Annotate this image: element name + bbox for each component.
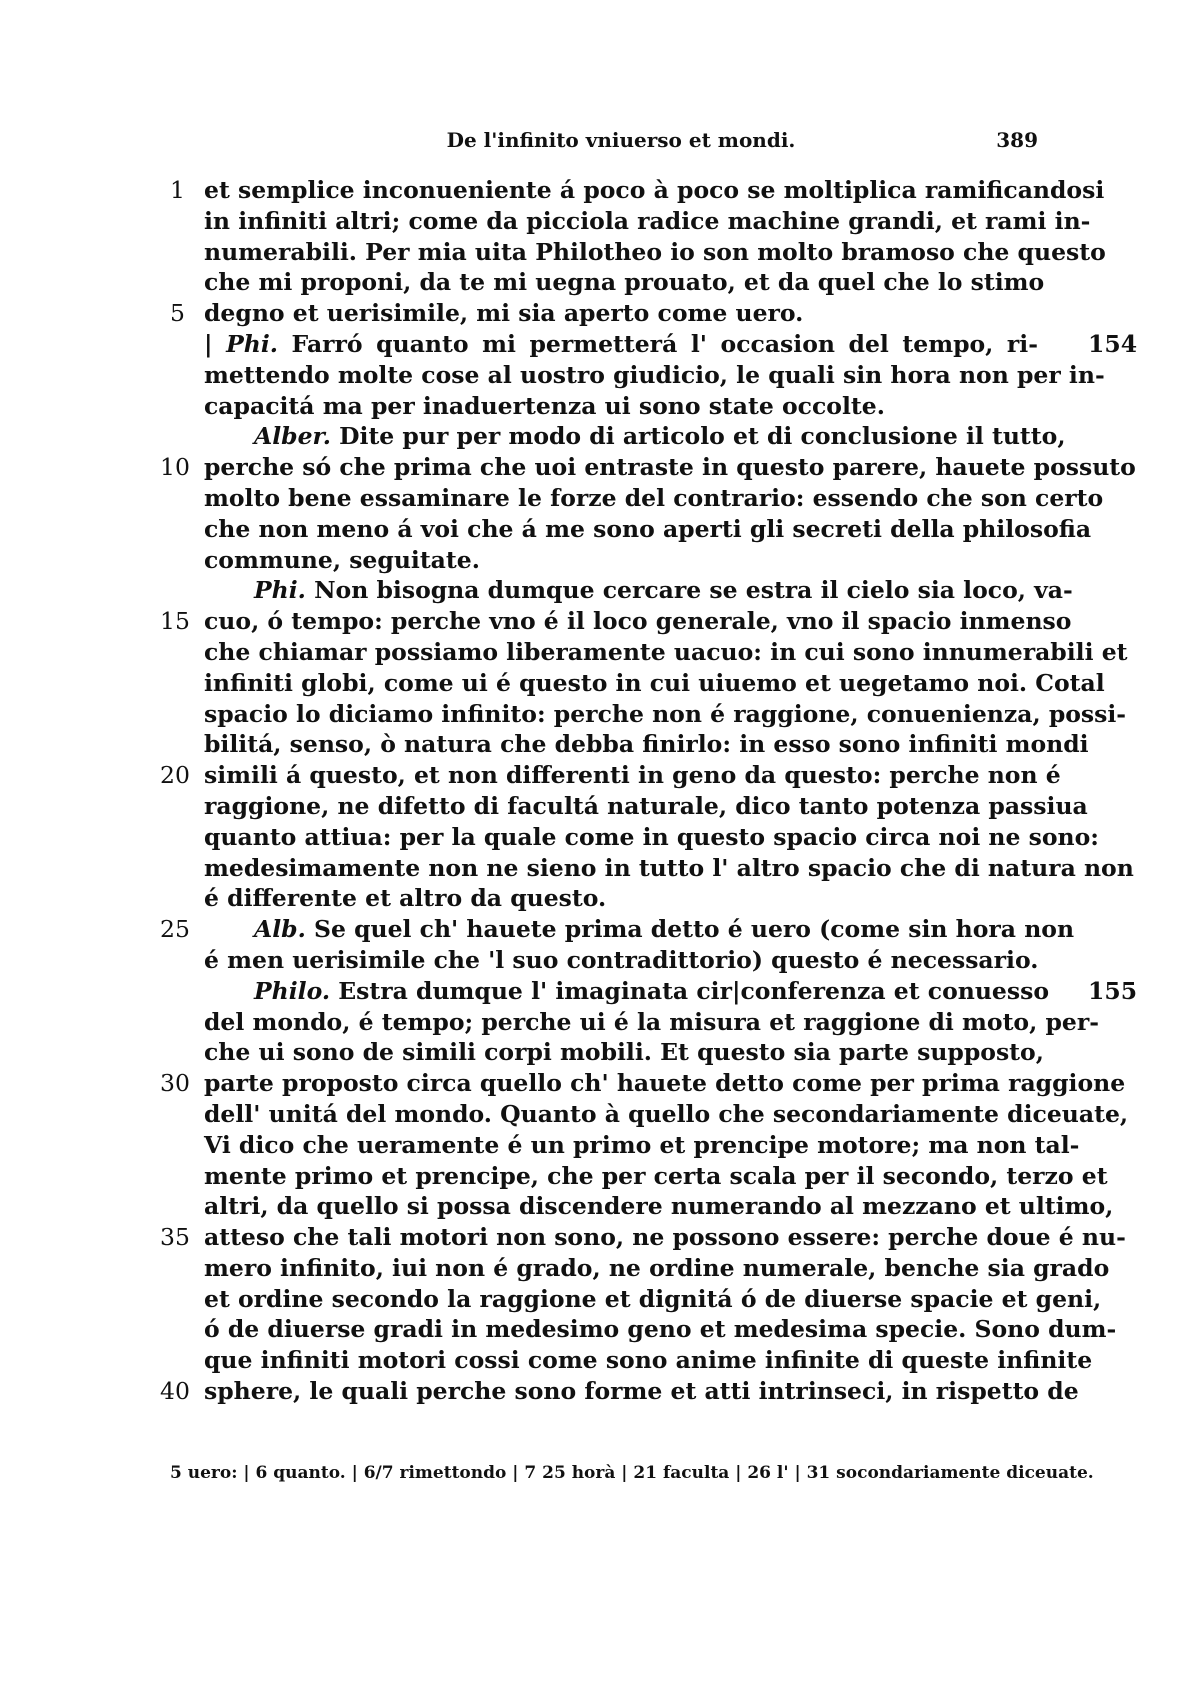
speaker-name: Alb. [254,915,306,944]
speaker-name: Phi. [254,576,306,605]
text-line [204,976,1138,1007]
line-number: 25 [160,915,190,944]
text-line [204,1161,1108,1192]
line-text: é men uerisimile che 'l suo contradittorio) questo é necessario. [204,945,1039,974]
line-text: perche só che prima che uoi entraste in questo parere, hauete possuto [204,453,1136,482]
text-line [204,514,1092,545]
line-text: ó de diuerse gradi in medesimo geno et medesima specie. Sono dum- [204,1315,1117,1344]
line-text: in infiniti altri; come da picciola radice machine grandi, et rami in- [204,206,1091,235]
line-text: Se quel ch' hauete prima detto é uero (come sin hora non [313,915,1075,944]
line-text: degno et uerisimile, mi sia aperto come uero. [204,299,804,328]
line-text: sphere, le quali perche sono forme et atti intrinseci, in rispetto de [204,1377,1079,1406]
speaker-name: Alber. [254,422,331,451]
text-line [204,668,1105,699]
line-text: numerabili. Per mia uita Philotheo io son molto bramoso che questo [204,237,1106,266]
line-number: 10 [160,453,190,482]
line-text: simili á questo, et non differenti in geno da questo: perche non é [204,761,1061,790]
text-line [204,945,1038,976]
line-text: infiniti globi, come ui é questo in cui uiuemo et uegetamo noi. Cotal [204,668,1105,697]
line-number: 1 [170,176,185,204]
line-text: bilitá, senso, ò natura che debba finirlo: in esso sono infiniti mondi [204,730,1089,759]
line-text: que infiniti motori cossi come sono anime infinite di queste infinite [204,1346,1093,1375]
line-number: 20 [160,761,190,790]
text-line [204,1037,1044,1068]
speaker-name: Philo. [254,976,331,1005]
line-text: che mi proponi, da te mi uegna prouato, et da quel che lo stimo [204,268,1045,297]
page-number: 389 [996,128,1038,152]
line-text: et semplice inconueniente á poco à poco se moltiplica ramificandosi [204,176,1105,204]
line-text: altri, da quello si possa discendere numerando al mezzano et ultimo, [204,1192,1114,1221]
running-title: De l'infinito vniuerso et mondi. [446,128,796,152]
text-line [204,575,1073,606]
text-line [204,729,1089,760]
text-line [204,822,1099,853]
line-text: quanto attiua: per la quale come in questo spacio circa noi ne sono: [204,822,1099,851]
text-line [204,637,1128,668]
line-text: cuo, ó tempo: perche vno é il loco generale, vno il spacio inmenso [204,607,1072,636]
line-text: commune, seguitate. [204,545,480,574]
text-line [160,1376,1079,1407]
text-body [160,175,1138,1407]
text-line [204,791,1088,822]
line-text: che ui sono de simili corpi mobili. Et questo sia parte supposto, [204,1038,1044,1067]
text-line [170,175,1105,206]
text-line [170,298,1038,329]
line-number: 30 [160,1069,190,1098]
line-text: che chiamar possiamo liberamente uacuo: in cui sono innumerabili et [204,637,1128,666]
text-line [160,760,1061,791]
text-line [204,1191,1114,1222]
text-line [204,237,1106,268]
line-text: Dite pur per modo di articolo et di conclusione il tutto, [339,422,1066,451]
line-number: 40 [160,1377,190,1406]
line-text: del mondo, é tempo; perche ui é la misura et raggione di moto, per- [204,1007,1099,1036]
line-text: Farró quanto mi permetterá l' occasion del tempo, ri- [291,329,1038,358]
text-line [204,329,1138,360]
text-line [204,545,1038,576]
text-line [204,1314,1117,1345]
text-line [204,391,1038,422]
text-line [204,699,1127,730]
line-text: molto bene essaminare le forze del contrario: essendo che son certo [204,483,1104,512]
line-text: mente primo et prencipe, che per certa scala per il secondo, terzo et [204,1161,1108,1190]
line-text: medesimamente non ne sieno in tutto l' altro spacio che di natura non [204,853,1134,882]
line-text: che non meno á voi che á me sono aperti gli secreti della philosofia [204,514,1092,543]
line-number: 35 [160,1223,190,1252]
text-line [204,1253,1110,1284]
line-text: et ordine secondo la raggione et dignitá ó de diuerse spacie et geni, [204,1284,1102,1313]
line-text: mero infinito, iui non é grado, ne ordine numerale, benche sia grado [204,1253,1110,1282]
text-line [204,1130,1080,1161]
text-line [160,1222,1126,1253]
line-text: mettendo molte cose al uostro giudicio, le quali sin hora non per in- [204,360,1105,389]
text-line [204,883,1038,914]
text-line [204,421,1066,452]
line-text: capacitá ma per inaduertenza ui sono state occolte. [204,391,885,420]
text-line [160,452,1136,483]
line-text: Vi dico che ueramente é un primo et prencipe motore; ma non tal- [204,1130,1080,1159]
speaker-name: | Phi. [204,329,278,358]
line-text: atteso che tali motori non sono, ne possono essere: perche doue é nu- [204,1223,1126,1252]
line-number: 15 [160,607,190,636]
text-line [160,1068,1126,1099]
line-text: raggione, ne difetto di facultá naturale, dico tanto potenza passiua [204,791,1088,820]
text-line [204,483,1104,514]
line-text: parte proposto circa quello ch' hauete detto come per prima raggione [204,1069,1126,1098]
line-text: spacio lo diciamo infinito: perche non é raggione, conuenienza, possi- [204,699,1127,728]
line-text: é differente et altro da questo. [204,884,607,913]
line-text: dell' unitá del mondo. Quanto à quello che secondariamente diceuate, [204,1099,1129,1128]
line-number: 5 [170,299,185,328]
text-line [204,1007,1099,1038]
text-line [160,914,1075,945]
margin-page-reference: 155 [1088,976,1138,1005]
line-text: Estra dumque l' imaginata cir|conferenza et conuesso [338,976,1050,1005]
text-line [204,1099,1129,1130]
text-line [204,1284,1102,1315]
text-line [160,606,1072,637]
text-line [204,853,1134,884]
text-line [204,267,1045,298]
text-line [204,360,1105,391]
text-line [204,1345,1093,1376]
margin-page-reference: 154 [1088,329,1138,358]
text-line [204,206,1091,237]
critical-apparatus: 5 uero: | 6 quanto. | 6/7 rimettondo | 7 25 horà | 21 faculta | 26 l' | 31 socondariamente diceuate. [170,1463,1094,1483]
line-text: Non bisogna dumque cercare se estra il cielo sia loco, va- [314,576,1073,605]
running-header [204,128,1038,158]
